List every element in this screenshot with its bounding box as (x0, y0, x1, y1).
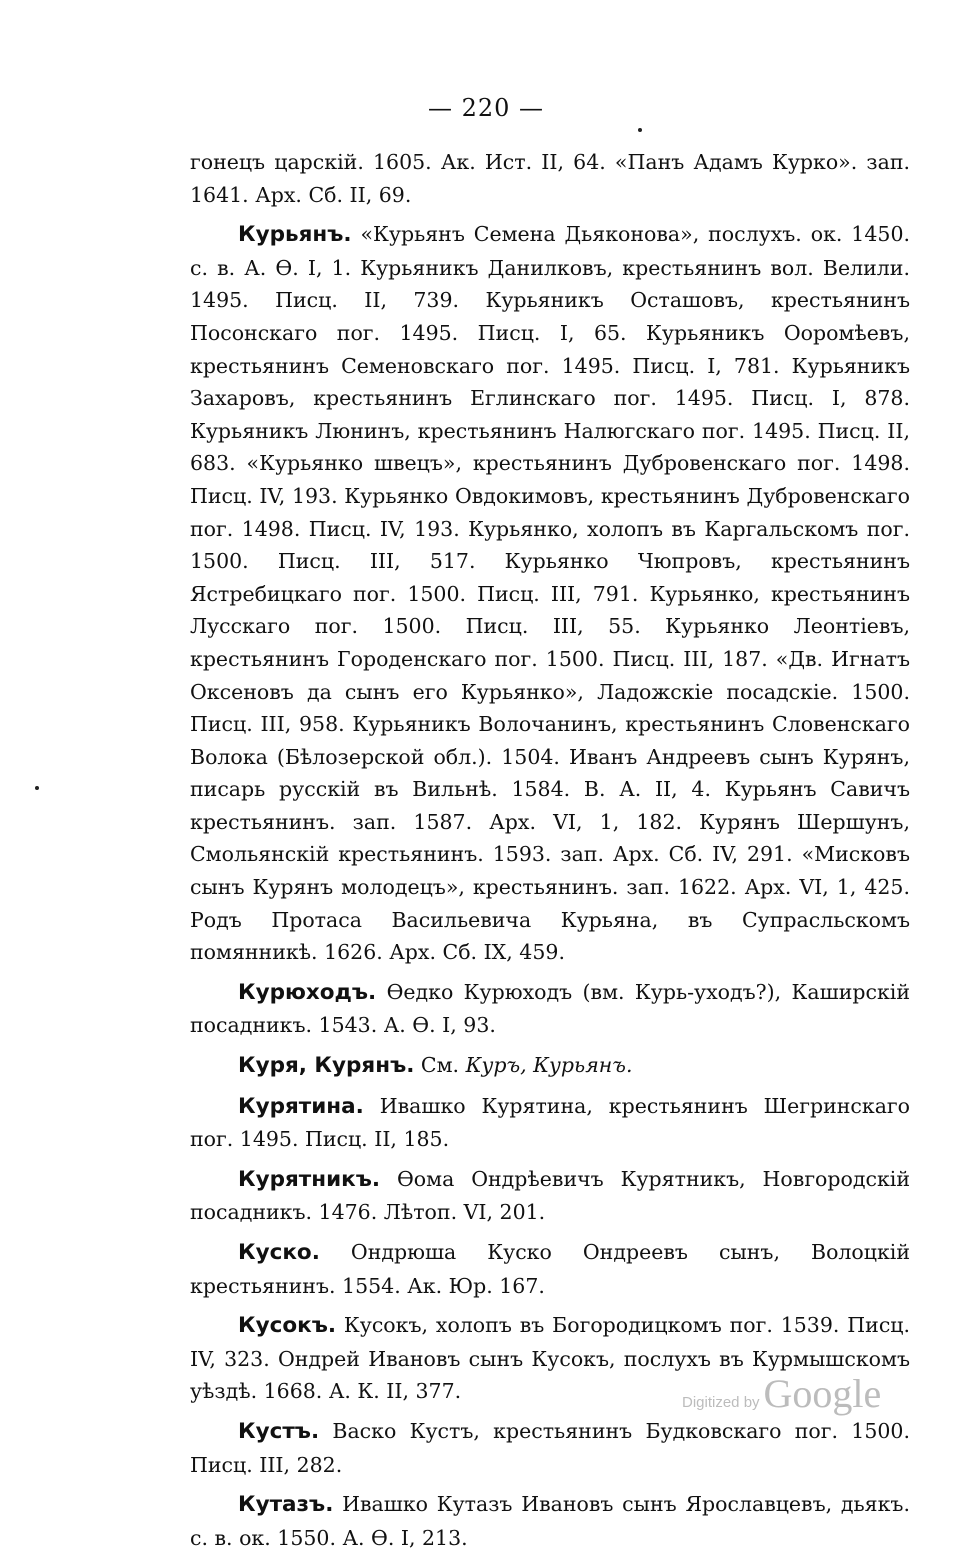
entry-kurya (190, 1049, 910, 1083)
watermark-word: Google (763, 1371, 882, 1416)
watermark-prefix: Digitized by (682, 1394, 760, 1411)
entry-kuryatina (190, 1090, 910, 1156)
entry-headword: Курьянъ. (238, 222, 352, 248)
entry-text: «Курьянъ Семена Дьяконова», послухъ. ок. 1450. с. в. А. Ѳ. I, 1. Курьяникъ Данилковъ, крестьянинъ вол. Велили. 1495. Писц. II, 739. Курьяникъ Осташовъ, крестьянинъ Посонскаго пог. 1495. Писц. I, 65. Курьяникъ Ооромѣевъ, крестьянинъ Семеновскаго пог. 1495. Писц. I, 781. Курьяникъ Захаровъ, крестьянинъ Еглинскаго пог. 1495. Писц. I, 878. Курьяникъ Люнинъ, крестьянинъ Налюгскаго пог. 1495. Писц. II, 683. «Курьянко швецъ», крестьянинъ Дубровенскаго пог. 1498. Писц. IV, 193. Курьянко Овдокимовъ, крестьянинъ Дубровенскаго пог. 1498. Писц. IV, 193. Курьянко, холопъ въ Каргальскомъ пог. 1500. Писц. III, 517. Курьянко Чюпровъ, крестьянинъ Ястребицкаго пог. 1500. Писц. III, 791. Курьянко, крестьянинъ Лусскаго пог. 1500. Писц. III, 55. Курьянко Леонтіевъ, крестьянинъ Городенскаго пог. 1500. Писц. III, 187. «Дв. Игнатъ Оксеновъ да сынъ его Курьянко», Ладожскіе посадскіе. 1500. Писц. III, 958. Курьяникъ Волочанинъ, крестьянинъ Словенскаго Волока (Бѣлозерской обл.). 1504. Иванъ Андреевъ сынъ Курянъ, писарь русскій въ Вильнѣ. 1584. В. А. II, 4. Курьянъ Савичъ крестьянинъ. зап. 1587. Арх. VI, 1, 182. Курянъ Шершунъ, Смольянскій крестьянинъ. 1593. зап. Арх. Сб. IV, 291. «Мисковъ сынъ Курянъ молодецъ», крестьянинъ. зап. 1622. Арх. VI, 1, 425. Родъ Протаса Васильевича Курьяна, въ Супрасльскомъ помянникѣ. 1626. Арх. Сб. IX, 459. (190, 222, 910, 965)
entry-headword: Кутазъ. (238, 1492, 334, 1518)
entry-kuryukhod (190, 976, 910, 1042)
entry-text: Ѳедко Курюходъ (вм. Курь-уходъ?), Каширскій посадникъ. 1543. А. Ѳ. I, 93. (190, 979, 910, 1038)
entry-text: Кусокъ, холопъ въ Богородицкомъ пог. 1539. Писц. IV, 323. Ондрей Ивановъ сынъ Кусокъ, послухъ въ Курмышскомъ уѣздѣ. 1668. А. К. II, 377. (190, 1313, 910, 1404)
entry-text: Ондрюша Куско Ондреевъ сынъ, Волоцкій крестьянинъ. 1554. Ак. Юр. 167. (190, 1240, 910, 1298)
entry-text: Васко Кустъ, крестьянинъ Будковскаго пог. 1500. Писц. III, 282. (190, 1418, 910, 1477)
entry-headword: Кустъ. (238, 1418, 320, 1444)
entry-kuryatnik (190, 1163, 910, 1229)
entry-text: Ивашко Курятина, крестьянинъ Шегринскаго пог. 1495. Писц. II, 185. (190, 1093, 910, 1152)
page-number: — 220 — (427, 94, 545, 122)
entry-kuryan (190, 218, 910, 969)
entry-cross-reference: Куръ, Курьянъ. (465, 1053, 633, 1078)
dictionary-text (190, 146, 910, 1561)
entry-kutaz (190, 1488, 910, 1554)
entry-headword: Куско. (238, 1240, 320, 1265)
entry-kusko (190, 1236, 910, 1302)
scan-speck (35, 786, 39, 790)
google-watermark (682, 1370, 881, 1420)
scan-speck (638, 128, 642, 132)
entry-continuation (190, 146, 910, 211)
entry-text: Ѳома Ондрѣевичъ Курятникъ, Новгородскій посадникъ. 1476. Лѣтоп. VI, 201. (190, 1166, 910, 1225)
entry-headword: Курятина. (238, 1093, 364, 1119)
entry-text: гонецъ царскій. 1605. Ак. Ист. II, 64. «Панъ Адамъ Курко». зап. 1641. Арх. Сб. II, 69. (190, 150, 910, 207)
entry-headword: Курюходъ. (238, 979, 377, 1005)
entry-headword: Курятникъ. (238, 1166, 381, 1192)
entry-text: См. (414, 1053, 466, 1078)
entry-text: Ивашко Кутазъ Ивановъ сынъ Ярославцевъ, дьякъ. с. в. ок. 1550. А. Ѳ. I, 213. (190, 1492, 910, 1550)
entry-headword: Куря, Курянъ. (238, 1053, 415, 1079)
entry-kust (190, 1415, 910, 1481)
entry-headword: Кусокъ. (238, 1313, 337, 1339)
